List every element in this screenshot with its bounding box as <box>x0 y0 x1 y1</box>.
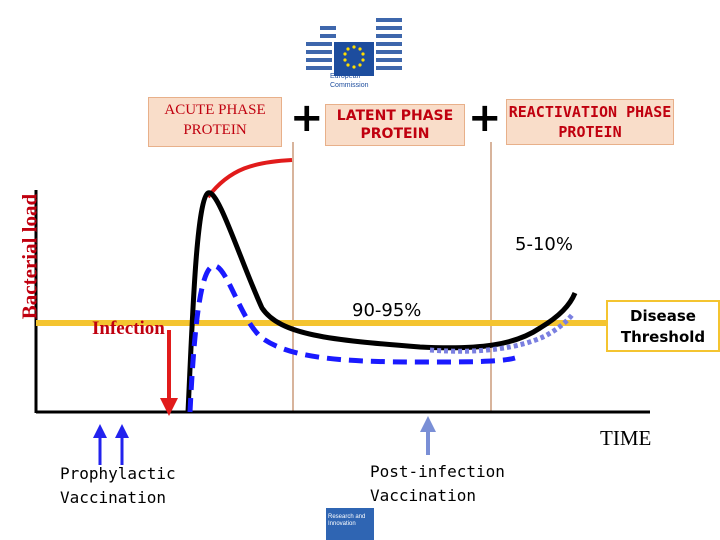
x-axis-label: TIME <box>600 426 652 450</box>
disease-threshold-box <box>606 300 720 352</box>
threshold-label-line2: Threshold <box>620 328 706 346</box>
post-infection-vaccination-label <box>370 460 505 508</box>
post-infection-line1: Post-infection <box>370 462 505 481</box>
prophylactic-arrow-2-head <box>115 424 129 438</box>
reactivation-phase-label: REACTIVATION PHASE PROTEIN <box>508 103 672 141</box>
latent-percent-label: 90-95% <box>352 300 422 321</box>
acute-protein-curve <box>208 160 292 197</box>
prophylactic-line1: Prophylactic <box>60 464 176 483</box>
logo-line-european: European <box>330 73 361 80</box>
latent-phase-label: LATENT PHASE PROTEIN <box>336 108 454 142</box>
plus-sign-2: + <box>468 95 502 141</box>
acute-phase-label: ACUTE PHASE PROTEIN <box>164 102 266 138</box>
logo-line-commission: Commission <box>330 82 369 89</box>
plus-sign-1: + <box>290 95 324 141</box>
prophylactic-vaccination-label <box>60 462 176 510</box>
threshold-label-line1: Disease <box>630 307 696 325</box>
post-infection-arrow-head <box>420 416 436 432</box>
prophylactic-line2: Vaccination <box>60 488 166 507</box>
research-innovation-badge <box>326 508 374 540</box>
infection-label: Infection <box>92 318 165 339</box>
prophylactic-arrow-1-head <box>93 424 107 438</box>
reactivation-percent-label: 5-10% <box>515 234 573 255</box>
badge-line1: Research and <box>328 514 366 520</box>
badge-line2: Innovation <box>328 521 356 527</box>
y-axis-label: Bacterial load <box>17 193 42 320</box>
post-infection-line2: Vaccination <box>370 486 476 505</box>
